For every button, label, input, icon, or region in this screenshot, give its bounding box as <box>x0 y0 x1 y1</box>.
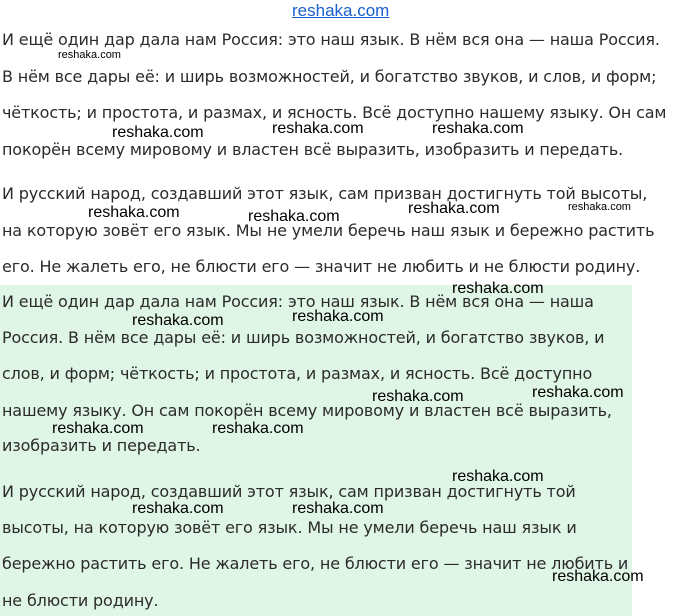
watermark: reshaka.com <box>292 308 384 325</box>
highlighted-line-6: И русский народ, создавший этот язык, сам призван достигнуть той <box>2 482 576 501</box>
watermark: reshaka.com <box>372 388 464 405</box>
original-line-3: чёткость; и простота, и размах, и ясность. Всё доступно нашему языку. Он сам <box>2 103 667 122</box>
watermark: reshaka.com <box>432 120 524 137</box>
highlighted-line-4: нашему языку. Он сам покорён всему мировому и властен всё выразить, <box>2 401 612 420</box>
watermark: reshaka.com <box>408 200 500 217</box>
highlighted-line-9: не блюсти родину. <box>2 591 159 610</box>
watermark: reshaka.com <box>212 420 304 437</box>
highlighted-line-7: высоты, на которую зовёт его язык. Мы не умели беречь наш язык и <box>2 518 577 537</box>
original-line-5: И русский народ, создавший этот язык, сам призван достигнуть той высоты, <box>2 184 648 203</box>
watermark: reshaka.com <box>58 49 121 61</box>
watermark: reshaka.com <box>452 280 544 297</box>
watermark: reshaka.com <box>52 420 144 437</box>
highlighted-line-8: бережно растить его. Не жалеть его, не блюсти его — значит не любить и <box>2 554 629 573</box>
watermark: reshaka.com <box>552 568 644 585</box>
original-line-4: покорён всему мировому и властен всё выразить, изобразить и передать. <box>2 140 624 159</box>
original-line-1: И ещё один дар дала нам Россия: это наш язык. В нём вся она — наша Россия. <box>2 30 660 49</box>
original-line-6: на которую зовёт его язык. Мы не умели беречь наш язык и бережно растить <box>2 221 655 240</box>
watermark: reshaka.com <box>532 384 624 401</box>
watermark: reshaka.com <box>132 312 224 329</box>
watermark: reshaka.com <box>452 468 544 485</box>
watermark: reshaka.com <box>88 204 180 221</box>
highlighted-line-3: слов, и форм; чёткость; и простота, и размах, и ясность. Всё доступно <box>2 364 593 383</box>
highlighted-line-1: И ещё один дар дала нам Россия: это наш язык. В нём вся она — наша <box>2 292 594 311</box>
watermark: reshaka.com <box>568 201 631 213</box>
original-line-2: В нём все дары её: и ширь возможностей, и богатство звуков, и слов, и форм; <box>2 67 657 86</box>
site-header-link[interactable]: reshaka.com <box>292 1 390 20</box>
watermark: reshaka.com <box>112 124 204 141</box>
highlighted-line-2: Россия. В нём все дары её: и ширь возможностей, и богатство звуков, и <box>2 328 605 347</box>
highlighted-line-5: изобразить и передать. <box>2 436 201 455</box>
original-line-7: его. Не жалеть его, не блюсти его — значит не любить и не блюсти родину. <box>2 257 641 276</box>
watermark: reshaka.com <box>272 120 364 137</box>
watermark: reshaka.com <box>248 208 340 225</box>
watermark: reshaka.com <box>292 500 384 517</box>
watermark: reshaka.com <box>132 500 224 517</box>
